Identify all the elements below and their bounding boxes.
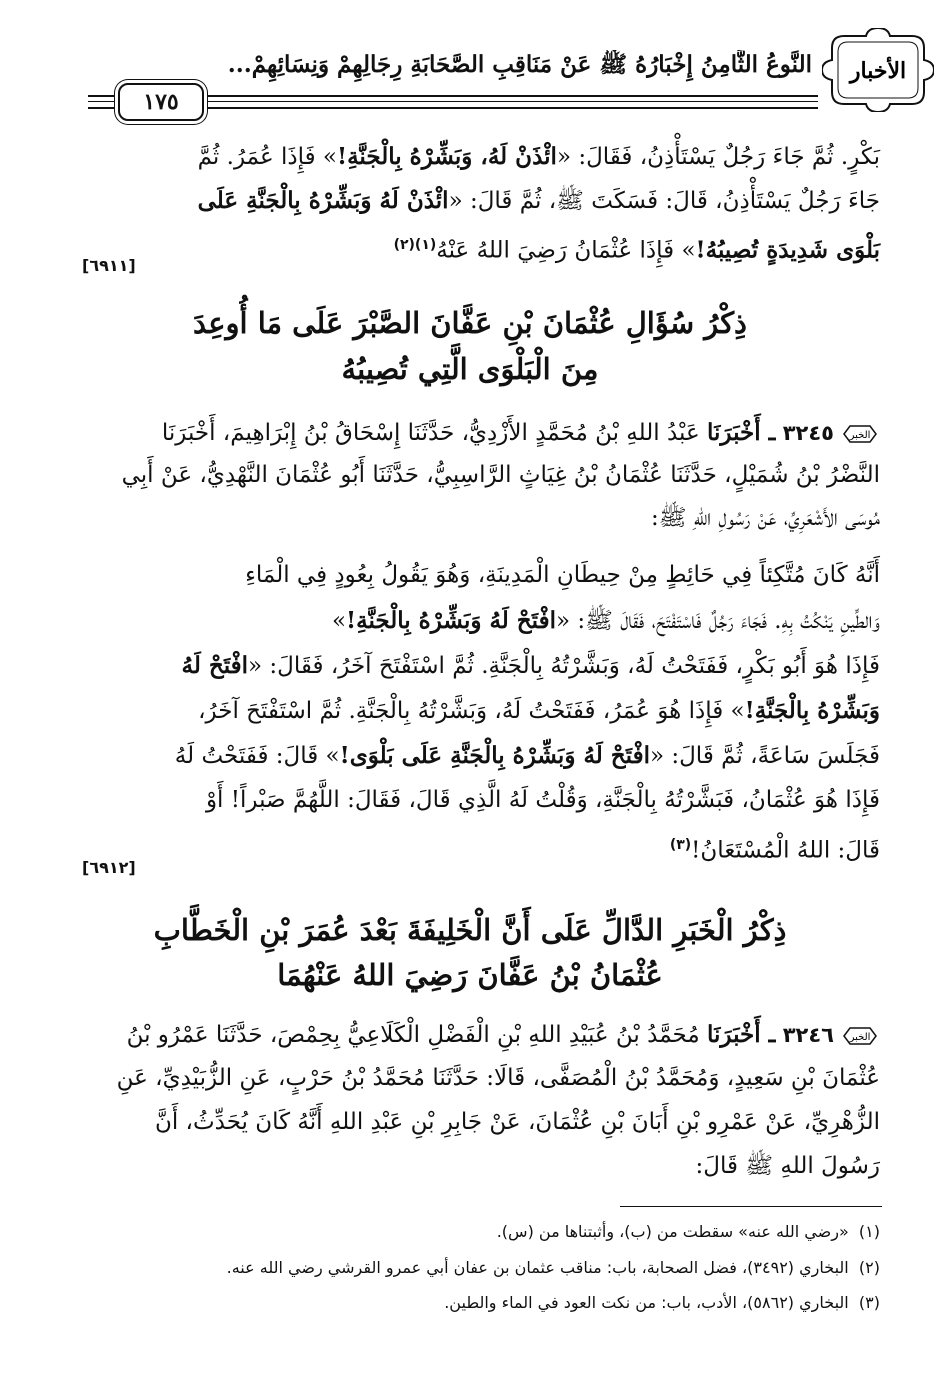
section-heading: مِنَ الْبَلْوَى الَّتِي تُصِيبُهُ bbox=[341, 352, 599, 386]
hadith-matn-line: قَالَ: اللهُ الْمُسْتَعَانُ!$^{(٣)}$ bbox=[669, 837, 880, 864]
khabar-marker-icon bbox=[840, 423, 880, 445]
svg-text:الخبر: الخبر bbox=[849, 430, 871, 441]
hadith-isnad-line: الخبر ٣٢٤٦ ـ أَخْبَرَنَا مُحَمَّدُ بْنُ عُبَيْدِ اللهِ بْنِ الْفَضْلِ الْكَلَاعِيُّ بِحِمْصَ، حَدَّثَنَا عَمْرُو بْنُ bbox=[80, 1014, 880, 1056]
section-heading: ذِكْرُ سُؤَالِ عُثْمَانَ بْنِ عَفَّانَ الصَّبْرَ عَلَى مَا أُوعِدَ bbox=[193, 306, 747, 340]
hadith-isnad-line: الزُّهْرِيِّ، عَنْ عَمْرِو بْنِ أَبَانَ بْنِ عُثْمَانَ، عَنْ جَابِرِ بْنِ عَبْدِ اللهِ أَنَّهُ كَانَ يُحَدِّثُ، أَنَّ bbox=[154, 1109, 880, 1135]
hadith-isnad-line: النَّضْرُ بْنُ شُمَيْلٍ، حَدَّثَنَا عُثْمَانُ بْنُ غِيَاثٍ الرَّاسِبِيُّ، حَدَّثَنَا أَبُو عُثْمَانَ النَّهْدِيُّ، عَنْ أَبِي bbox=[121, 462, 880, 488]
svg-text:الخبر: الخبر bbox=[849, 1032, 871, 1043]
text-line: بَلْوَى شَدِيدَةٍ تُصِيبُهُ!» فَإِذَا عُثْمَانُ رَضِيَ اللهُ عَنْهُ$^{(١)(٢)}$ bbox=[393, 236, 880, 264]
hadith-matn-line: وَبَشِّرْهُ بِالْجَنَّةِ!» فَإِذَا هُوَ عُمَرُ، فَفَتَحْتُ لَهُ، وَبَشَّرْتُهُ بِالْجَنَّةِ. ثُمَّ اسْتَفْتَحَ آخَرُ، bbox=[198, 697, 880, 724]
running-header-title: النَّوعُ الثَّامِنُ إِخْبَارُهُ ﷺ عَنْ مَنَاقِبِ الصَّحَابَةِ رِجَالِهِمْ وَنِسَائِهِمْ... bbox=[227, 51, 812, 78]
hadith-isnad-line: رَسُولَ اللهِ ﷺ قَالَ: bbox=[695, 1153, 880, 1179]
footnote: (١) «رضي الله عنه» سقطت من (ب)، وأثبتناها من (س). bbox=[496, 1222, 880, 1241]
text-line: جَاءَ رَجُلٌ يَسْتَأْذِنُ، قَالَ: فَسَكَتَ ﷺ، ثُمَّ قَالَ: «ائْذَنْ لَهُ وَبَشِّرْهُ بِالْجَنَّةِ عَلَى bbox=[197, 187, 880, 214]
hadith-matn-line: فَجَلَسَ سَاعَةً، ثُمَّ قَالَ: «افْتَحْ لَهُ وَبَشِّرْهُ بِالْجَنَّةِ عَلَى بَلْوَى!» قَالَ: فَفَتَحْتُ لَهُ bbox=[174, 742, 880, 769]
khabar-marker-icon bbox=[840, 1025, 880, 1047]
chapter-badge-label: الأخبار bbox=[849, 58, 907, 84]
footnote: (٣) البخاري (٥٨٦٢)، الأدب، باب: من نكت العود في الماء والطين. bbox=[444, 1293, 880, 1312]
footnote: (٢) البخاري (٣٤٩٢)، فضل الصحابة، باب: مناقب عثمان بن عفان أبي عمرو القرشي رضي الله عنه. bbox=[226, 1258, 880, 1277]
page-number: ١٧٥ bbox=[118, 83, 204, 121]
hadith-matn-line: وَالطِّينِ يَنْكُتُ بِهِ. فَجَاءَ رَجُلٌ فَاسْتَفْتَحَ، فَقَالَ ﷺ: «افْتَحْ لَهُ وَبَشِّرْهُ بِالْجَنَّةِ!» bbox=[331, 607, 880, 634]
hadith-matn-line: فَإِذَا هُوَ أَبُو بَكْرٍ، فَفَتَحْتُ لَهُ، وَبَشَّرْتُهُ بِالْجَنَّةِ. ثُمَّ اسْتَفْتَحَ آخَرُ، فَقَالَ: «افْتَحْ لَهُ bbox=[181, 652, 880, 679]
section-heading: عُثْمَانُ بْنُ عَفَّانَ رَضِيَ اللهُ عَنْهُمَا bbox=[277, 958, 663, 992]
hadith-isnad-line: الخبر ٣٢٤٥ ـ أَخْبَرَنَا عَبْدُ اللهِ بْنُ مُحَمَّدٍ الأَزْدِيُّ، حَدَّثَنَا إِسْحَاقُ بْنُ إِبْرَاهِيمَ، أَخْبَرَنَا bbox=[80, 412, 880, 454]
hadith-isnad-line: مُوسَى الأَشْعَرِيِّ، عَنْ رَسُولِ اللهِ ﷺ: bbox=[650, 505, 880, 531]
chapter-badge-icon bbox=[822, 28, 934, 112]
footnote-separator bbox=[620, 1206, 882, 1207]
hadith-number: ٣٢٤٥ bbox=[782, 421, 834, 445]
hadith-reference: [٦٩١١] bbox=[82, 256, 136, 275]
hadith-isnad-line: عُثْمَانَ بْنِ سَعِيدٍ، وَمُحَمَّدُ بْنُ الْمُصَفَّى، قَالَا: حَدَّثَنَا مُحَمَّدُ بْنُ حَرْبٍ، عَنِ الزُّبَيْدِيِّ، عَنِ bbox=[116, 1065, 880, 1091]
section-heading: ذِكْرُ الْخَبَرِ الدَّالِّ عَلَى أَنَّ الْخَلِيفَةَ بَعْدَ عُمَرَ بْنِ الْخَطَّابِ bbox=[153, 913, 787, 947]
hadith-reference: [٦٩١٢] bbox=[82, 858, 136, 877]
hadith-matn-line: أَنَّهُ كَانَ مُتَّكِئاً فِي حَائِطٍ مِنْ حِيطَانِ الْمَدِينَةِ، وَهُوَ يَقُولُ بِعُودٍ فِي الْمَاءِ bbox=[245, 562, 880, 588]
hadith-number: ٣٢٤٦ bbox=[782, 1023, 834, 1047]
text-line: بَكْرٍ. ثُمَّ جَاءَ رَجُلٌ يَسْتَأْذِنُ، فَقَالَ: «ائْذَنْ لَهُ، وَبَشِّرْهُ بِالْجَنَّةِ!» فَإِذَا عُمَرُ. ثُمَّ bbox=[197, 143, 880, 170]
hadith-matn-line: فَإِذَا هُوَ عُثْمَانُ، فَبَشَّرْتُهُ بِالْجَنَّةِ، وَقُلْتُ لَهُ الَّذِي قَالَ، فَقَالَ: اللَّهُمَّ صَبْراً! أَوْ bbox=[205, 787, 880, 813]
